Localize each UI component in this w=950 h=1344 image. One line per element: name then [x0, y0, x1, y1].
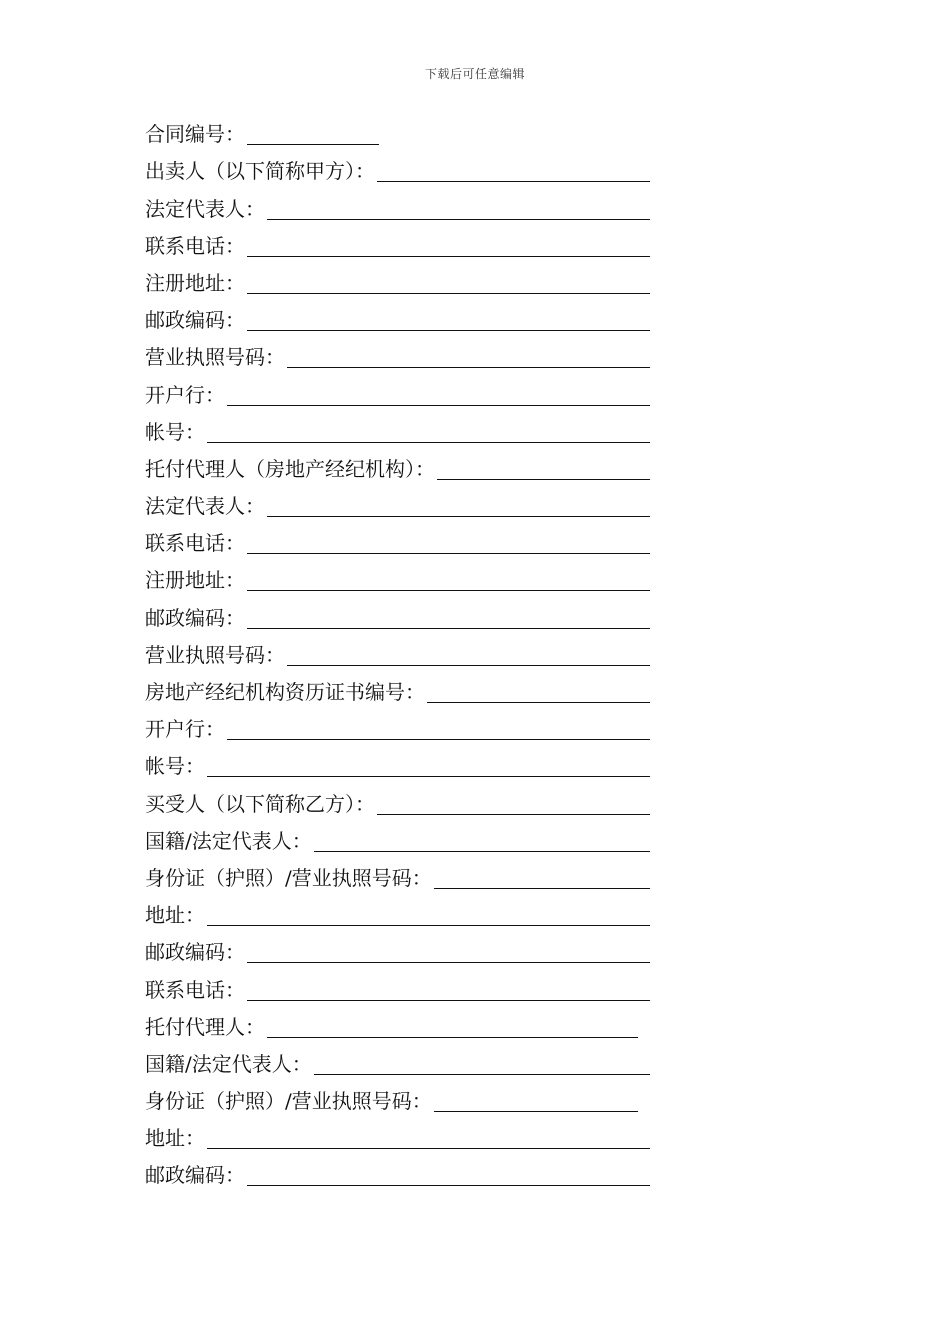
form-row	[145, 154, 650, 191]
field-label: 帐号：	[145, 419, 205, 444]
field-label: 营业执照号码：	[145, 345, 285, 370]
page-header-note: 下载后可任意编辑	[424, 67, 525, 81]
form-row	[145, 266, 650, 303]
fill-in-blank-line[interactable]	[287, 664, 650, 666]
form-row	[145, 972, 650, 1009]
form-row	[145, 526, 650, 563]
form-row	[145, 824, 650, 861]
form-row	[145, 935, 650, 972]
form-row	[145, 377, 650, 414]
field-label: 开户行：	[145, 717, 225, 742]
fill-in-blank-line[interactable]	[227, 738, 650, 740]
form-row	[145, 638, 650, 675]
field-label: 注册地址：	[145, 568, 245, 593]
field-label: 托付代理人：	[145, 1014, 265, 1039]
fill-in-blank-line[interactable]	[207, 1147, 650, 1149]
field-label: 邮政编码：	[145, 940, 245, 965]
form-row	[145, 898, 650, 935]
fill-in-blank-line[interactable]	[267, 515, 650, 517]
field-label: 注册地址：	[145, 270, 245, 295]
field-label: 托付代理人（房地产经纪机构）：	[145, 456, 435, 481]
fill-in-blank-line[interactable]	[437, 478, 650, 480]
form-row	[145, 1121, 650, 1158]
fill-in-blank-line[interactable]	[227, 404, 650, 406]
fill-in-blank-line[interactable]	[207, 441, 650, 443]
field-label: 法定代表人：	[145, 196, 265, 221]
field-label: 邮政编码：	[145, 1163, 245, 1188]
fill-in-blank-line[interactable]	[377, 813, 650, 815]
fill-in-blank-line[interactable]	[434, 1110, 638, 1112]
form-row	[145, 191, 650, 228]
field-label: 身份证（护照）/营业执照号码：	[145, 865, 432, 890]
form-row	[145, 675, 650, 712]
form-row	[145, 452, 650, 489]
fill-in-blank-line[interactable]	[207, 924, 650, 926]
fill-in-blank-line[interactable]	[247, 329, 650, 331]
field-label: 国籍/法定代表人：	[145, 1051, 312, 1076]
fill-in-blank-line[interactable]	[267, 218, 650, 220]
fill-in-blank-line[interactable]	[314, 850, 650, 852]
fill-in-blank-line[interactable]	[247, 589, 650, 591]
fill-in-blank-line[interactable]	[247, 627, 650, 629]
fill-in-blank-line[interactable]	[287, 366, 650, 368]
form-row	[145, 749, 650, 786]
form-row	[145, 1084, 650, 1121]
form-row	[145, 340, 650, 377]
form-row	[145, 600, 650, 637]
field-label: 帐号：	[145, 754, 205, 779]
field-label: 身份证（护照）/营业执照号码：	[145, 1089, 432, 1114]
field-label: 出卖人（以下简称甲方）：	[145, 159, 375, 184]
field-label: 邮政编码：	[145, 308, 245, 333]
fill-in-blank-line[interactable]	[427, 701, 650, 703]
form-row	[145, 303, 650, 340]
field-label: 法定代表人：	[145, 494, 265, 519]
form-row	[145, 489, 650, 526]
fill-in-blank-line[interactable]	[247, 1184, 650, 1186]
field-label: 邮政编码：	[145, 605, 245, 630]
field-label: 地址：	[145, 903, 205, 928]
form-row	[145, 229, 650, 266]
form-row	[145, 415, 650, 452]
fill-in-blank-line[interactable]	[247, 292, 650, 294]
field-label: 房地产经纪机构资历证书编号：	[145, 680, 425, 704]
field-label: 联系电话：	[145, 531, 245, 556]
form-row	[145, 861, 650, 898]
field-label: 联系电话：	[145, 977, 245, 1002]
form-row	[145, 1047, 650, 1084]
fill-in-blank-line[interactable]	[377, 180, 650, 182]
fill-in-blank-line[interactable]	[247, 552, 650, 554]
form-row	[145, 117, 650, 154]
field-label: 合同编号：	[145, 122, 245, 147]
field-label: 买受人（以下简称乙方）：	[145, 791, 375, 816]
field-label: 联系电话：	[145, 233, 245, 258]
form-row	[145, 1010, 650, 1047]
fill-in-blank-line[interactable]	[247, 999, 650, 1001]
fill-in-blank-line[interactable]	[434, 887, 650, 889]
field-label: 地址：	[145, 1126, 205, 1151]
field-label: 开户行：	[145, 382, 225, 407]
fill-in-blank-line[interactable]	[314, 1073, 650, 1075]
fill-in-blank-line[interactable]	[247, 143, 379, 145]
form-row	[145, 786, 650, 823]
fill-in-blank-line[interactable]	[247, 255, 650, 257]
form-row	[145, 712, 650, 749]
field-label: 营业执照号码：	[145, 642, 285, 667]
form-row	[145, 1158, 650, 1195]
fill-in-blank-line[interactable]	[207, 775, 650, 777]
fill-in-blank-line[interactable]	[267, 1036, 638, 1038]
field-label: 国籍/法定代表人：	[145, 828, 312, 853]
fill-in-blank-line[interactable]	[247, 961, 650, 963]
form-row	[145, 563, 650, 600]
contract-party-form	[145, 117, 650, 1195]
